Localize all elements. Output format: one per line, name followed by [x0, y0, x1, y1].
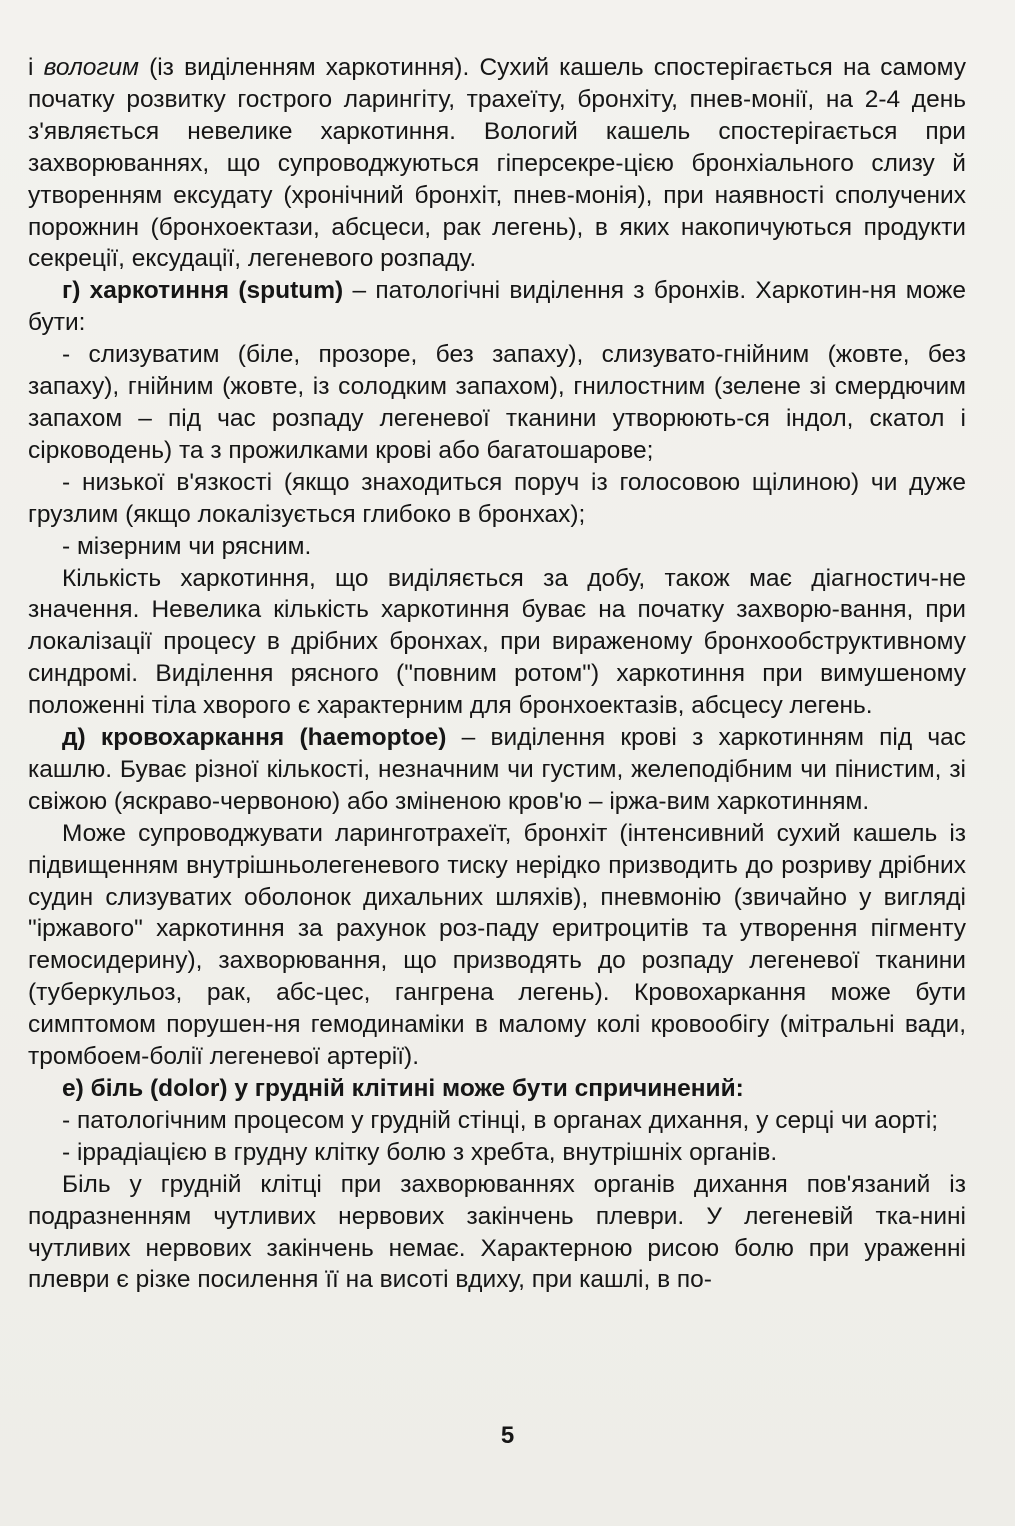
paragraph-pain-heading [28, 1073, 966, 1105]
section-heading-sputum: г) харкотиння (sputum) [62, 277, 344, 305]
section-heading-haemoptoe: д) кровохаркання (haemoptoe) [62, 724, 447, 752]
body-text [28, 52, 966, 1296]
section-heading-pain: е) біль (dolor) у грудній клітині може бути спричинений: [62, 1075, 744, 1102]
paragraph-pleura-pain: Біль у грудній клітці при захворюваннях органів дихання пов'язаний із подразненням чутливих нервових закінчень плеври. У легеневій тка-нині чутливих нервових закінчень немає. Характерною рисою болю при ураженні плеври є різке посилення її на висоті вдиху, при кашлі, в по- [28, 1170, 966, 1294]
paragraph-haemoptoe-heading: д) кровохаркання (haemoptoe) – виділення крові з харкотинням під час кашлю. Буває різної кількості, незначним чи густим, желеподібним чи пінистим, зі свіжою (яскраво-червоною) або зміненою кров'ю – іржа-вим харкотинням. [28, 724, 966, 815]
list-item-pain-pathology: - патологічним процесом у грудній стінці, в органах дихання, у серці чи аорті; [62, 1106, 939, 1134]
list-item-sputum-types: - слизуватим (біле, прозоре, без запаху), слизувато-гнійним (жовте, без запаху), гнійним (жовте, із солодким запахом), гнилостним (зелене зі смердючим запахом – під час розпаду легеневої тканини утворюють-ся індол, скатол і сірководень) та з прожилками крові або багатошарове; [28, 341, 966, 464]
page-number: 5 [500, 1422, 515, 1449]
paragraph-sputum-quantity: Кількість харкотиння, що виділяється за добу, також має діагностич-не значення. Невелика кількість харкотиння буває на початку захворю-вання, при локалізації процесу в дрібних бронхах, при вираженому бронхообструктивному синдромі. Виділення рясного ("повним ротом") харкотиння при вимушеному положенні тіла хворого є характерним для бронхоектазів, абсцесу легень. [28, 564, 966, 720]
list-item-sputum-amount: - мізерним чи рясним. [62, 532, 312, 560]
italic-term-wet: вологим [43, 54, 139, 81]
paragraph-haemoptoe-causes: Може супроводжувати ларинготрахеїт, бронхіт (інтенсивний сухий кашель із підвищенням внутрішньолегеневого тиску нерідко призводить до розриву дрібних судин слизуватих оболонок дихальних шляхів), пневмонію (звичайно у вигляді "іржавого" харкотиння за рахунок роз-паду еритроцитів та утворення пігменту гемосидерину), захворювання, що призводять до розпаду легеневої тканини (туберкульоз, рак, абс-цес, гангрена легень). Кровохаркання може бути симптомом порушен-ня гемодинаміки в малому колі кровообігу (мітральні вади, тромбоем-болії легеневої артерії). [28, 819, 966, 1071]
paragraph-sputum-heading: г) харкотиння (sputum) – патологічні виділення з бронхів. Харкотин-ня може бути: [28, 277, 966, 337]
paragraph-dry-wet-cough: і вологим (із виділенням харкотиння). Сухий кашель спостерігається на самому початку розвитку гострого ларингіту, трахеїту, бронхіту, пнев-монії, на 2-4 день з'являється невелике харкотиння. Вологий кашель спостерігається при захворюваннях, що супроводжуються гіперсекре-цією бронхіального слизу й утворенням ексудату (хронічний бронхіт, пнев-монія), при наявності сполучених порожнин (бронхоектази, абсцеси, рак легень), в яких накопичуються продукти секреції, ексудації, легеневого розпаду. [28, 54, 967, 273]
list-item-sputum-viscosity: - низької в'язкості (якщо знаходиться поруч із голосовою щілиною) чи дуже грузлим (якщо локалізується глибоко в бронхах); [28, 468, 966, 528]
list-item-pain-irradiation: - іррадіацією в грудну клітку болю з хребта, внутрішніх органів. [62, 1138, 778, 1166]
